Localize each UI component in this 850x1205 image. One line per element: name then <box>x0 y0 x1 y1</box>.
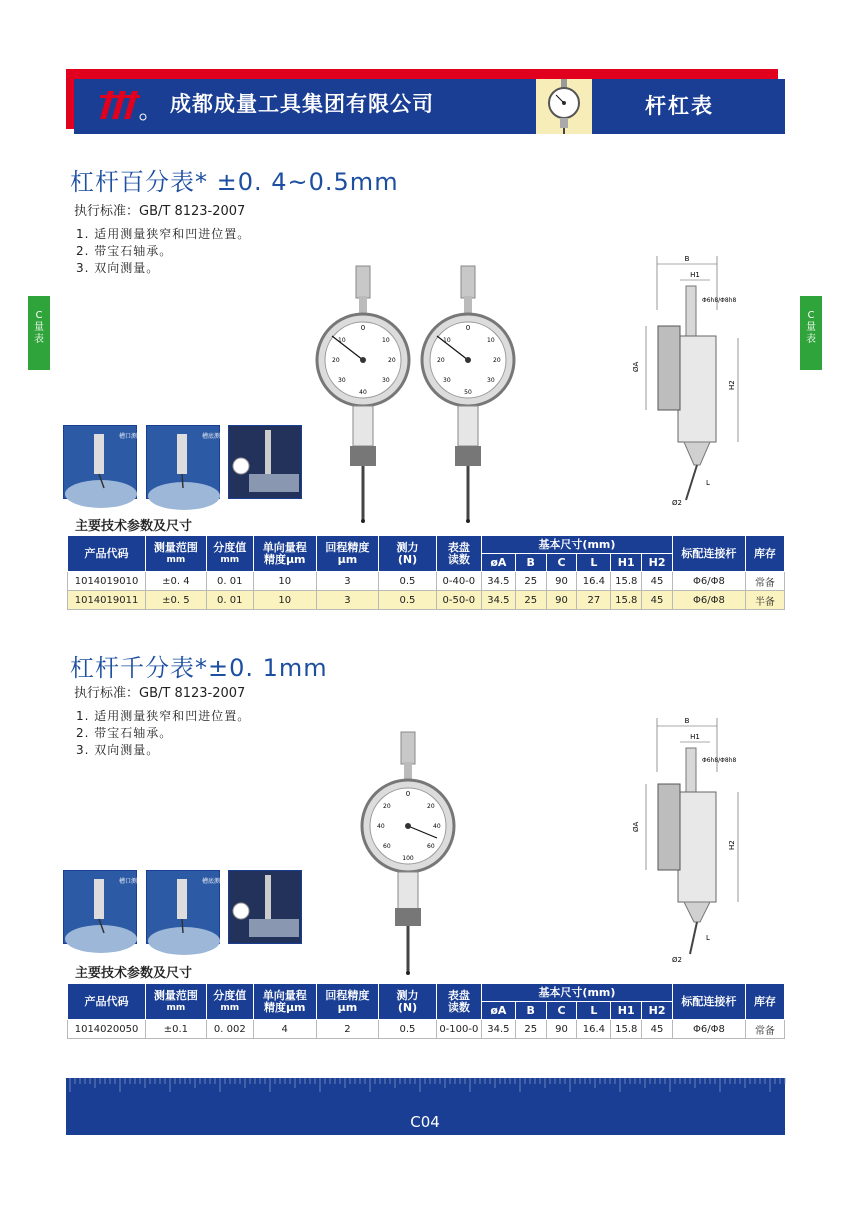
table-cell: 0-50-0 <box>436 591 481 610</box>
svg-text:H2: H2 <box>728 840 736 850</box>
svg-text:Ø2: Ø2 <box>672 499 682 507</box>
product2-thumb-bottom-measure <box>146 870 227 944</box>
svg-text:H1: H1 <box>690 271 700 279</box>
svg-text:40: 40 <box>433 823 441 830</box>
table-cell: 45 <box>642 572 673 591</box>
th-basic-size: 基本尺寸(mm) <box>481 536 672 554</box>
table-cell: 2 <box>316 1020 379 1039</box>
table-cell: Φ6/Φ8 <box>672 591 745 610</box>
table-cell: ±0. 5 <box>146 591 207 610</box>
side-tab-letter: C <box>35 310 43 321</box>
product2-title: 杠杆千分表*±0. 1mm <box>70 654 328 682</box>
th-dial: 表盘 读数 <box>436 984 481 1020</box>
th-division: 分度值 mm <box>206 984 253 1020</box>
svg-text:ØA: ØA <box>632 821 640 832</box>
product1-thumb-bottom-measure <box>146 425 227 499</box>
svg-text:ØA: ØA <box>632 361 640 372</box>
svg-text:20: 20 <box>332 357 340 364</box>
table-cell: 10 <box>253 572 316 591</box>
side-tab-char1: 量 <box>34 322 44 333</box>
product2-table-body <box>68 1020 785 1039</box>
table-cell: 15.8 <box>611 572 642 591</box>
svg-text:H1: H1 <box>690 733 700 741</box>
svg-text:60: 60 <box>383 843 391 850</box>
svg-text:槽口测量: 槽口测量 <box>119 878 144 885</box>
th-return: 回程精度 μm <box>316 536 379 572</box>
product2-thumb-stand <box>228 870 302 944</box>
table-cell: 常备 <box>745 1020 784 1039</box>
header-red-edge <box>66 69 74 129</box>
side-tab-char2: 表 <box>34 334 44 345</box>
svg-text:Φ6h8/Φ8h8: Φ6h8/Φ8h8 <box>702 757 737 764</box>
th-stock: 库存 <box>745 984 784 1020</box>
table-cell: Φ6/Φ8 <box>672 1020 745 1039</box>
product2-indicator-photo <box>355 728 465 982</box>
th-rod: 标配连接杆 <box>672 984 745 1020</box>
table-cell: 常备 <box>745 572 784 591</box>
chengliang-logo-icon <box>100 89 148 127</box>
product1-spec-table <box>67 535 785 610</box>
side-tab-char2: 表 <box>806 334 816 345</box>
svg-text:20: 20 <box>383 803 391 810</box>
table-cell: 10 <box>253 591 316 610</box>
th-h1: H1 <box>611 1002 642 1020</box>
th-h2: H2 <box>642 1002 673 1020</box>
table-cell: ±0.1 <box>146 1020 207 1039</box>
table-row <box>68 572 785 591</box>
header-dial-image <box>536 79 592 134</box>
page-number: C04 <box>410 1113 440 1131</box>
table-cell: 0.5 <box>379 1020 437 1039</box>
table-cell: 34.5 <box>481 591 515 610</box>
th-stock: 库存 <box>745 536 784 572</box>
th-c: C <box>546 554 577 572</box>
svg-text:20: 20 <box>427 803 435 810</box>
table-cell: 4 <box>253 1020 316 1039</box>
svg-text:20: 20 <box>388 357 396 364</box>
th-b: B <box>515 554 546 572</box>
svg-text:L: L <box>706 479 710 487</box>
svg-text:H2: H2 <box>728 380 736 390</box>
product1-table-body <box>68 572 785 610</box>
th-unidirectional: 单向量程 精度μm <box>253 984 316 1020</box>
product1-indicator-photo-2 <box>415 262 525 528</box>
svg-text:30: 30 <box>338 377 346 384</box>
svg-text:10: 10 <box>382 337 390 344</box>
product2-section-label: 主要技术参数及尺寸 <box>75 966 193 981</box>
th-force: 测力 (N) <box>379 984 437 1020</box>
svg-text:0: 0 <box>405 790 411 798</box>
table-cell: 15.8 <box>611 591 642 610</box>
th-return: 回程精度 μm <box>316 984 379 1020</box>
th-rod: 标配连接杆 <box>672 536 745 572</box>
table-cell: 16.4 <box>577 1020 611 1039</box>
product2-spec-table <box>67 983 785 1039</box>
svg-text:B: B <box>684 255 690 263</box>
th-h1: H1 <box>611 554 642 572</box>
table-cell: 3 <box>316 591 379 610</box>
table-cell: 半备 <box>745 591 784 610</box>
table-cell: 27 <box>577 591 611 610</box>
side-tab-letter: C <box>807 310 815 321</box>
table-cell: 0-100-0 <box>436 1020 481 1039</box>
table-cell: 25 <box>515 1020 546 1039</box>
svg-text:60: 60 <box>427 843 435 850</box>
table-cell: 0-40-0 <box>436 572 481 591</box>
product1-features <box>76 226 250 277</box>
svg-text:L: L <box>706 934 710 942</box>
table-cell: 1014019010 <box>68 572 146 591</box>
th-division: 分度值 mm <box>206 536 253 572</box>
svg-text:30: 30 <box>382 377 390 384</box>
header-red-stripe <box>66 69 778 79</box>
product1-standard: 执行标准：GB/T 8123-2007 <box>74 204 246 219</box>
th-h2: H2 <box>642 554 673 572</box>
th-force: 测力 (N) <box>379 536 437 572</box>
table-cell: 1014020050 <box>68 1020 146 1039</box>
table-cell: 90 <box>546 591 577 610</box>
table-cell: 1014019011 <box>68 591 146 610</box>
th-unidirectional: 单向量程 精度μm <box>253 536 316 572</box>
svg-text:10: 10 <box>338 337 346 344</box>
product1-thumb-slot-measure <box>63 425 144 499</box>
product1-indicator-photo <box>310 262 420 528</box>
th-range: 测量范围 mm <box>146 536 207 572</box>
th-range: 测量范围 mm <box>146 984 207 1020</box>
table-cell: 90 <box>546 1020 577 1039</box>
side-tab-left <box>28 296 50 370</box>
feature-item: 1. 适用测量狭窄和凹进位置。 <box>76 709 251 723</box>
svg-text:0: 0 <box>360 324 366 332</box>
th-oa: øA <box>481 1002 515 1020</box>
table-cell: 45 <box>642 591 673 610</box>
svg-text:槽底测量: 槽底测量 <box>202 433 227 440</box>
feature-item: 2. 带宝石轴承。 <box>76 726 173 740</box>
table-cell: 0. 002 <box>206 1020 253 1039</box>
feature-item: 3. 双向测量。 <box>76 743 160 757</box>
svg-text:100: 100 <box>402 855 414 862</box>
svg-text:0: 0 <box>465 324 471 332</box>
svg-text:槽底测量: 槽底测量 <box>202 878 227 885</box>
company-name: 成都成量工具集团有限公司 <box>170 92 434 116</box>
svg-text:40: 40 <box>377 823 385 830</box>
product1-thumb-stand <box>228 425 302 499</box>
svg-text:20: 20 <box>437 357 445 364</box>
side-tab-char1: 量 <box>806 322 816 333</box>
th-basic-size: 基本尺寸(mm) <box>481 984 672 1002</box>
table-cell: 0. 01 <box>206 591 253 610</box>
side-tab-right <box>800 296 822 370</box>
th-l: L <box>577 554 611 572</box>
table-cell: ±0. 4 <box>146 572 207 591</box>
svg-text:10: 10 <box>443 337 451 344</box>
table-cell: 25 <box>515 572 546 591</box>
table-cell: 90 <box>546 572 577 591</box>
th-dial: 表盘 读数 <box>436 536 481 572</box>
table-cell: 15.8 <box>611 1020 642 1039</box>
table-cell: 34.5 <box>481 1020 515 1039</box>
table-cell: Φ6/Φ8 <box>672 572 745 591</box>
th-code: 产品代码 <box>68 536 146 572</box>
table-cell: 0.5 <box>379 591 437 610</box>
svg-text:槽口测量: 槽口测量 <box>119 433 144 440</box>
table-cell: 3 <box>316 572 379 591</box>
svg-text:30: 30 <box>487 377 495 384</box>
svg-text:20: 20 <box>493 357 501 364</box>
product1-section-label: 主要技术参数及尺寸 <box>75 519 193 534</box>
table-row <box>68 591 785 610</box>
table-cell: 25 <box>515 591 546 610</box>
svg-text:Φ6h8/Φ8h8: Φ6h8/Φ8h8 <box>702 297 737 304</box>
svg-text:50: 50 <box>464 389 472 396</box>
feature-item: 2. 带宝石轴承。 <box>76 244 173 258</box>
table-cell: 0. 01 <box>206 572 253 591</box>
table-cell: 0.5 <box>379 572 437 591</box>
table-cell: 45 <box>642 1020 673 1039</box>
product2-features <box>76 708 250 759</box>
table-cell: 34.5 <box>481 572 515 591</box>
th-c: C <box>546 1002 577 1020</box>
svg-text:40: 40 <box>359 389 367 396</box>
product2-standard: 执行标准：GB/T 8123-2007 <box>74 686 246 701</box>
svg-text:30: 30 <box>443 377 451 384</box>
feature-item: 3. 双向测量。 <box>76 261 160 275</box>
svg-text:B: B <box>684 717 690 725</box>
feature-item: 1. 适用测量狭窄和凹进位置。 <box>76 227 251 241</box>
product1-dimension-drawing <box>620 250 760 516</box>
table-row <box>68 1020 785 1039</box>
section-title: 杆杠表 <box>645 94 714 118</box>
product2-dimension-drawing <box>620 712 760 971</box>
table-cell: 16.4 <box>577 572 611 591</box>
th-b: B <box>515 1002 546 1020</box>
th-code: 产品代码 <box>68 984 146 1020</box>
svg-text:10: 10 <box>487 337 495 344</box>
th-oa: øA <box>481 554 515 572</box>
product2-thumb-slot-measure <box>63 870 144 944</box>
svg-text:Ø2: Ø2 <box>672 956 682 964</box>
product1-title: 杠杆百分表* ±0. 4~0.5mm <box>70 168 399 196</box>
th-l: L <box>577 1002 611 1020</box>
